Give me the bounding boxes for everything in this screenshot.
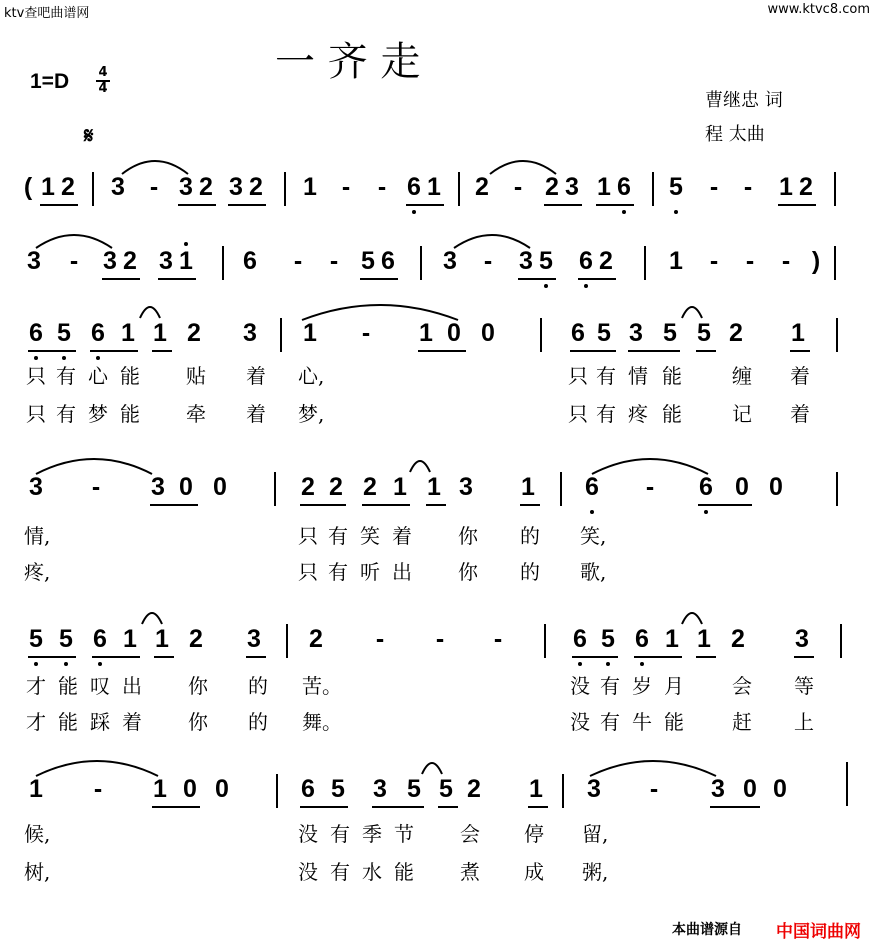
staff-row-6 (0, 774, 874, 894)
watermark-left: ktv查吧曲谱网 (4, 6, 90, 21)
lyric: 没 (298, 860, 318, 884)
note: 3 (247, 625, 261, 653)
lyric: 踩 (90, 710, 110, 734)
lyric: 缠 (732, 364, 752, 388)
lyric: 只 (298, 524, 318, 548)
underline (360, 278, 398, 280)
note: 1 (529, 775, 543, 803)
note: 5 (539, 247, 553, 275)
note: 3 (243, 319, 257, 347)
lyric: 你 (458, 560, 478, 584)
lyric: 你 (458, 524, 478, 548)
lyric: 会 (732, 674, 752, 698)
lyric: 你 (188, 674, 208, 698)
lyric: 叹 (90, 674, 110, 698)
underline (794, 656, 814, 658)
note: 5 (601, 625, 615, 653)
underline (40, 204, 78, 206)
note: 3 (29, 473, 43, 501)
underline (544, 204, 582, 206)
lyric: 树, (24, 860, 51, 884)
lyric: 你 (188, 710, 208, 734)
bar-line (286, 624, 288, 658)
underline (634, 656, 682, 658)
lyric: 留, (582, 822, 609, 846)
note: 5 (697, 319, 711, 347)
note: 2 (249, 173, 263, 201)
note: - (645, 473, 655, 501)
staff-row-1 (0, 172, 874, 222)
lyric: 听 (360, 560, 380, 584)
note: 1 (697, 625, 711, 653)
lyric: 能 (664, 710, 684, 734)
underline (28, 656, 76, 658)
note: - (709, 173, 719, 201)
low-octave-dot (584, 284, 588, 288)
underline (228, 204, 266, 206)
note: - (745, 247, 755, 275)
underline (790, 350, 810, 352)
note: 3 (629, 319, 643, 347)
note: 5 (59, 625, 73, 653)
lyric: 能 (394, 860, 414, 884)
lyric: 牛 (632, 710, 652, 734)
underline (362, 504, 410, 506)
lyric: 的 (248, 710, 268, 734)
lyric: 只 (298, 560, 318, 584)
note: 2 (123, 247, 137, 275)
source-label: 本曲谱源自 (672, 922, 742, 938)
note: 1 (29, 775, 43, 803)
low-octave-dot (62, 356, 66, 360)
note: - (377, 173, 387, 201)
underline (406, 204, 444, 206)
lyric: 水 (362, 860, 382, 884)
bar-line (652, 172, 654, 206)
lyric: 只 (26, 402, 46, 426)
lyric: 梦, (298, 402, 325, 426)
note: 5 (439, 775, 453, 803)
lyric: 着 (392, 524, 412, 548)
underline (28, 350, 76, 352)
note: 1 (779, 173, 793, 201)
underline (418, 350, 466, 352)
note: 0 (183, 775, 197, 803)
low-octave-dot (704, 510, 708, 514)
note: 6 (93, 625, 107, 653)
note: - (375, 625, 385, 653)
lyric: 出 (392, 560, 412, 584)
lyric: 有 (600, 674, 620, 698)
note: 6 (699, 473, 713, 501)
note: - (149, 173, 159, 201)
note: - (649, 775, 659, 803)
note: 6 (91, 319, 105, 347)
bar-line (836, 318, 838, 352)
low-octave-dot (622, 210, 626, 214)
lyric: 节 (394, 822, 414, 846)
underline (158, 278, 196, 280)
note: - (781, 247, 791, 275)
low-octave-dot (590, 510, 594, 514)
note: 2 (301, 473, 315, 501)
note: 5 (597, 319, 611, 347)
underline (570, 350, 616, 352)
note: 3 (151, 473, 165, 501)
lyric: 成 (524, 860, 544, 884)
note: 6 (573, 625, 587, 653)
lyric: 能 (58, 710, 78, 734)
bar-line (560, 472, 562, 506)
lyric: 的 (248, 674, 268, 698)
lyric: 季 (362, 822, 382, 846)
note: - (329, 247, 339, 275)
lyric: 有 (56, 364, 76, 388)
lyric: 才 (26, 674, 46, 698)
note: 1 (303, 173, 317, 201)
lyric: 着 (246, 364, 266, 388)
page-title: 一 齐 走 (275, 39, 421, 85)
underline (102, 278, 140, 280)
lyric: 能 (120, 364, 140, 388)
note: 3 (27, 247, 41, 275)
low-octave-dot (412, 210, 416, 214)
staff-row-4 (0, 472, 874, 592)
lyric: 有 (600, 710, 620, 734)
note: - (69, 247, 79, 275)
lyric: 只 (26, 364, 46, 388)
lyric: 能 (662, 364, 682, 388)
note: 1 (155, 625, 169, 653)
note: 5 (407, 775, 421, 803)
note: 1 (41, 173, 55, 201)
note: 1 (791, 319, 805, 347)
lyric: 疼, (24, 560, 51, 584)
note: 0 (773, 775, 787, 803)
lyric: 贴 (186, 364, 206, 388)
lyric: 着 (790, 402, 810, 426)
time-denominator: 4 (96, 80, 110, 96)
lyric: 着 (246, 402, 266, 426)
note: ) (811, 247, 821, 275)
underline (528, 806, 548, 808)
note: 0 (179, 473, 193, 501)
bar-line (644, 246, 646, 280)
note: - (91, 473, 101, 501)
note: 3 (795, 625, 809, 653)
note: 3 (111, 173, 125, 201)
bar-line (420, 246, 422, 280)
note: - (513, 173, 523, 201)
underline (438, 806, 458, 808)
note: 2 (187, 319, 201, 347)
note: 2 (309, 625, 323, 653)
note: 1 (427, 173, 441, 201)
low-octave-dot (34, 662, 38, 666)
lyric: 没 (298, 822, 318, 846)
note: - (743, 173, 753, 201)
lyric: 心, (298, 364, 325, 388)
lyric: 有 (328, 524, 348, 548)
low-octave-dot (96, 356, 100, 360)
lyric: 梦 (88, 402, 108, 426)
lyric: 能 (58, 674, 78, 698)
lyric: 的 (520, 560, 540, 584)
note: 3 (459, 473, 473, 501)
note: - (293, 247, 303, 275)
note: 6 (407, 173, 421, 201)
note: 5 (663, 319, 677, 347)
note: 2 (329, 473, 343, 501)
note: 2 (799, 173, 813, 201)
lyric: 笑, (580, 524, 607, 548)
note: 3 (443, 247, 457, 275)
underline (92, 656, 140, 658)
staff-row-3 (0, 318, 874, 438)
note: 6 (381, 247, 395, 275)
note: 6 (585, 473, 599, 501)
lyric: 等 (794, 674, 814, 698)
note: 3 (159, 247, 173, 275)
note: 1 (123, 625, 137, 653)
underline (696, 350, 716, 352)
bar-line (540, 318, 542, 352)
note: 5 (29, 625, 43, 653)
note: 1 (597, 173, 611, 201)
note: 6 (301, 775, 315, 803)
note: 2 (199, 173, 213, 201)
lyric: 牵 (186, 402, 206, 426)
note: 0 (213, 473, 227, 501)
bar-line (544, 624, 546, 658)
lyric: 上 (794, 710, 814, 734)
low-octave-dot (578, 662, 582, 666)
underline (698, 504, 752, 506)
underline (300, 504, 346, 506)
lyric: 煮 (460, 860, 480, 884)
note: 1 (665, 625, 679, 653)
brand-link[interactable]: 中国词曲网 (776, 922, 861, 942)
bar-line (274, 472, 276, 506)
underline (150, 504, 198, 506)
underline (426, 504, 446, 506)
staff-row-2 (0, 246, 874, 296)
underline (152, 806, 200, 808)
lyric: 情, (24, 524, 51, 548)
lyric: 疼 (628, 402, 648, 426)
low-octave-dot (544, 284, 548, 288)
high-octave-dot (184, 242, 188, 246)
bar-line (846, 762, 848, 806)
note: 5 (361, 247, 375, 275)
note: 1 (153, 775, 167, 803)
note: 6 (243, 247, 257, 275)
low-octave-dot (674, 210, 678, 214)
lyric: 的 (520, 524, 540, 548)
lyric: 能 (662, 402, 682, 426)
lyric: 苦。 (302, 674, 342, 698)
lyric: 有 (596, 364, 616, 388)
lyric: 心 (88, 364, 108, 388)
lyric: 只 (568, 364, 588, 388)
note: 2 (475, 173, 489, 201)
lyric: 歌, (580, 560, 607, 584)
lyric: 没 (570, 674, 590, 698)
low-octave-dot (98, 662, 102, 666)
lyric: 候, (24, 822, 51, 846)
note: 1 (153, 319, 167, 347)
low-octave-dot (64, 662, 68, 666)
note: 3 (373, 775, 387, 803)
note: 1 (393, 473, 407, 501)
time-numerator: 4 (98, 65, 108, 80)
note: ( (23, 173, 33, 201)
underline (578, 278, 616, 280)
note: 3 (103, 247, 117, 275)
note: - (709, 247, 719, 275)
slur-icon (300, 300, 460, 322)
time-signature (96, 66, 110, 96)
lyric: 会 (460, 822, 480, 846)
segno-icon: 𝄋 (84, 124, 94, 149)
note: 0 (743, 775, 757, 803)
note: 2 (599, 247, 613, 275)
lyric: 记 (732, 402, 752, 426)
note: - (361, 319, 371, 347)
underline (372, 806, 424, 808)
note: 2 (731, 625, 745, 653)
note: 1 (669, 247, 683, 275)
note: 0 (769, 473, 783, 501)
note: 3 (565, 173, 579, 201)
note: 0 (447, 319, 461, 347)
note: 0 (215, 775, 229, 803)
lyric: 能 (120, 402, 140, 426)
note: 6 (579, 247, 593, 275)
composer-credit: 程 太曲 (705, 124, 765, 145)
lyric: 有 (56, 402, 76, 426)
underline (596, 204, 634, 206)
note: 2 (363, 473, 377, 501)
bar-line (840, 624, 842, 658)
lyric: 只 (568, 402, 588, 426)
note: 2 (61, 173, 75, 201)
note: 6 (571, 319, 585, 347)
bar-line (836, 472, 838, 506)
note: 5 (669, 173, 683, 201)
underline (300, 806, 348, 808)
note: 1 (419, 319, 433, 347)
note: - (483, 247, 493, 275)
note: 2 (189, 625, 203, 653)
low-octave-dot (606, 662, 610, 666)
low-octave-dot (640, 662, 644, 666)
note: 2 (467, 775, 481, 803)
underline (178, 204, 216, 206)
note: 5 (57, 319, 71, 347)
underline (778, 204, 816, 206)
lyric: 着 (790, 364, 810, 388)
note: 5 (331, 775, 345, 803)
lyric: 没 (570, 710, 590, 734)
note: - (493, 625, 503, 653)
lyric: 笑 (360, 524, 380, 548)
note: 2 (729, 319, 743, 347)
lyric: 有 (328, 560, 348, 584)
underline (520, 504, 540, 506)
staff-row-5 (0, 624, 874, 744)
bar-line (284, 172, 286, 206)
lyric: 有 (330, 860, 350, 884)
underline (572, 656, 618, 658)
lyric: 才 (26, 710, 46, 734)
note: - (435, 625, 445, 653)
key-signature: 1=D (30, 70, 70, 93)
bar-line (834, 246, 836, 280)
note: 6 (29, 319, 43, 347)
underline (518, 278, 556, 280)
lyric: 赶 (732, 710, 752, 734)
underline (90, 350, 138, 352)
bar-line (92, 172, 94, 206)
note: 6 (635, 625, 649, 653)
underline (246, 656, 266, 658)
note: 1 (303, 319, 317, 347)
lyric: 出 (122, 674, 142, 698)
underline (152, 350, 172, 352)
lyric: 着 (122, 710, 142, 734)
note: 1 (179, 247, 193, 275)
bar-line (834, 172, 836, 206)
lyricist-credit: 曹继忠 词 (705, 90, 783, 111)
bar-line (280, 318, 282, 352)
bar-line (222, 246, 224, 280)
underline (154, 656, 174, 658)
note: 2 (545, 173, 559, 201)
lyric: 停 (524, 822, 544, 846)
note: 1 (121, 319, 135, 347)
note: 1 (427, 473, 441, 501)
bar-line (562, 774, 564, 808)
lyric: 有 (330, 822, 350, 846)
note: 3 (519, 247, 533, 275)
note: - (93, 775, 103, 803)
note: 6 (617, 173, 631, 201)
lyric: 月 (664, 674, 684, 698)
low-octave-dot (34, 356, 38, 360)
note: 3 (711, 775, 725, 803)
lyric: 有 (596, 402, 616, 426)
bar-line (276, 774, 278, 808)
note: 3 (179, 173, 193, 201)
note: 0 (735, 473, 749, 501)
bar-line (458, 172, 460, 206)
lyric: 岁 (632, 674, 652, 698)
note: 3 (229, 173, 243, 201)
underline (628, 350, 680, 352)
watermark-right: www.ktvc8.com (767, 2, 870, 17)
note: - (341, 173, 351, 201)
lyric: 情 (628, 364, 648, 388)
note: 0 (481, 319, 495, 347)
note: 3 (587, 775, 601, 803)
lyric: 粥, (582, 860, 609, 884)
underline (710, 806, 760, 808)
note: 1 (521, 473, 535, 501)
underline (696, 656, 716, 658)
lyric: 舞。 (302, 710, 342, 734)
